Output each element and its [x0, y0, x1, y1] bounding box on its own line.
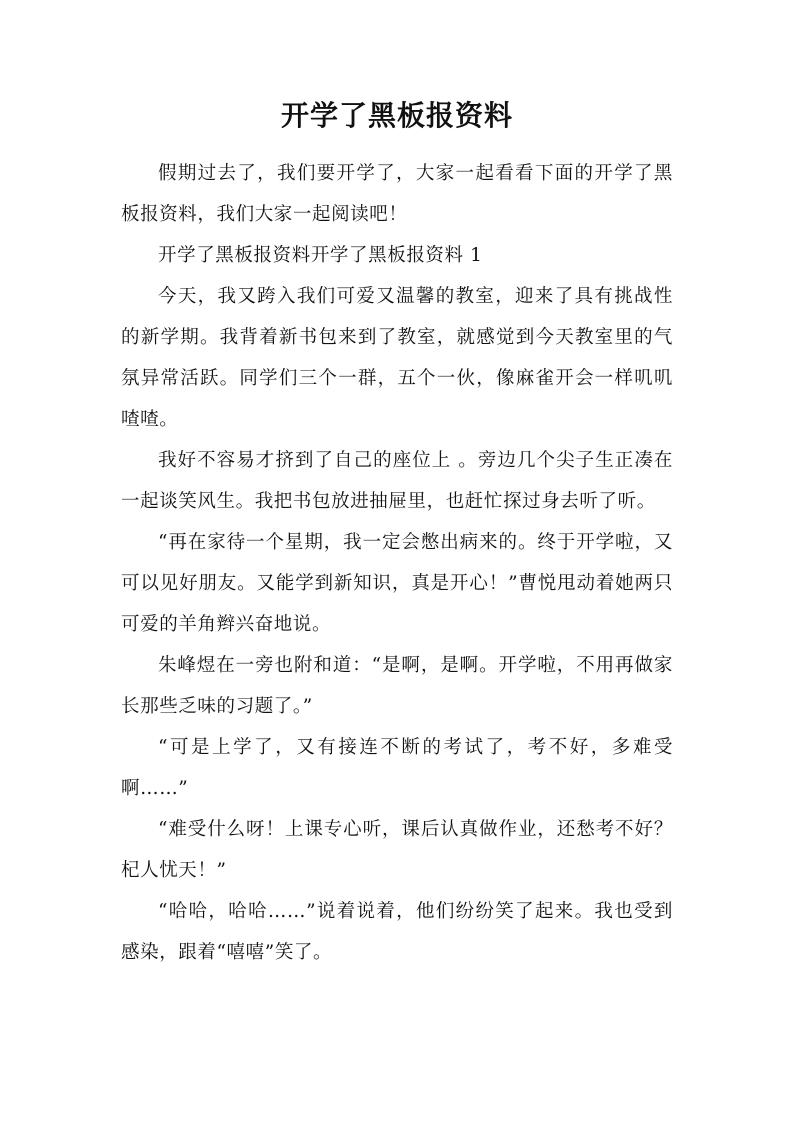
body-paragraph: “难受什么呀！上课专心听，课后认真做作业，还愁考不好？杞人忧天！”	[121, 819, 673, 881]
body-paragraph: 今天，我又跨入我们可爱又温馨的教室，迎来了具有挑战性的新学期。我背着新书包来到了教室，就感觉到今天教室里的气氛异常活跃。同学们三个一群，五个一伙，像麻雀开会一样叽叽喳喳。	[121, 286, 673, 430]
intro-paragraph: 假期过去了，我们要开学了，大家一起看看下面的开学了黑板报资料，我们大家一起阅读吧！	[121, 163, 673, 225]
document-title: 开学了黑板报资料	[280, 99, 513, 132]
document-body	[121, 153, 673, 973]
body-paragraph: “可是上学了，又有接连不断的考试了，考不好，多难受啊……”	[121, 737, 673, 799]
body-paragraph: 朱峰煜在一旁也附和道：“是啊，是啊。开学啦，不用再做家长那些乏味的习题了。”	[121, 655, 673, 717]
body-paragraph: “再在家待一个星期，我一定会憋出病来的。终于开学啦，又可以见好朋友。又能学到新知识，真是开心！”曹悦甩动着她两只可爱的羊角辫兴奋地说。	[121, 532, 673, 635]
section-heading-left: 开学了黑板报资料	[158, 245, 311, 266]
section-heading-line	[121, 235, 673, 276]
body-paragraph: “哈哈，哈哈……”说着说着，他们纷纷笑了起来。我也受到感染，跟着“嘻嘻”笑了。	[121, 901, 673, 963]
section-heading-right: 开学了黑板报资料 1	[310, 245, 483, 266]
body-paragraph: 我好不容易才挤到了自己的座位上 。旁边几个尖子生正凑在一起谈笑风生。我把书包放进抽屉里，也赶忙探过身去听了听。	[121, 450, 673, 512]
